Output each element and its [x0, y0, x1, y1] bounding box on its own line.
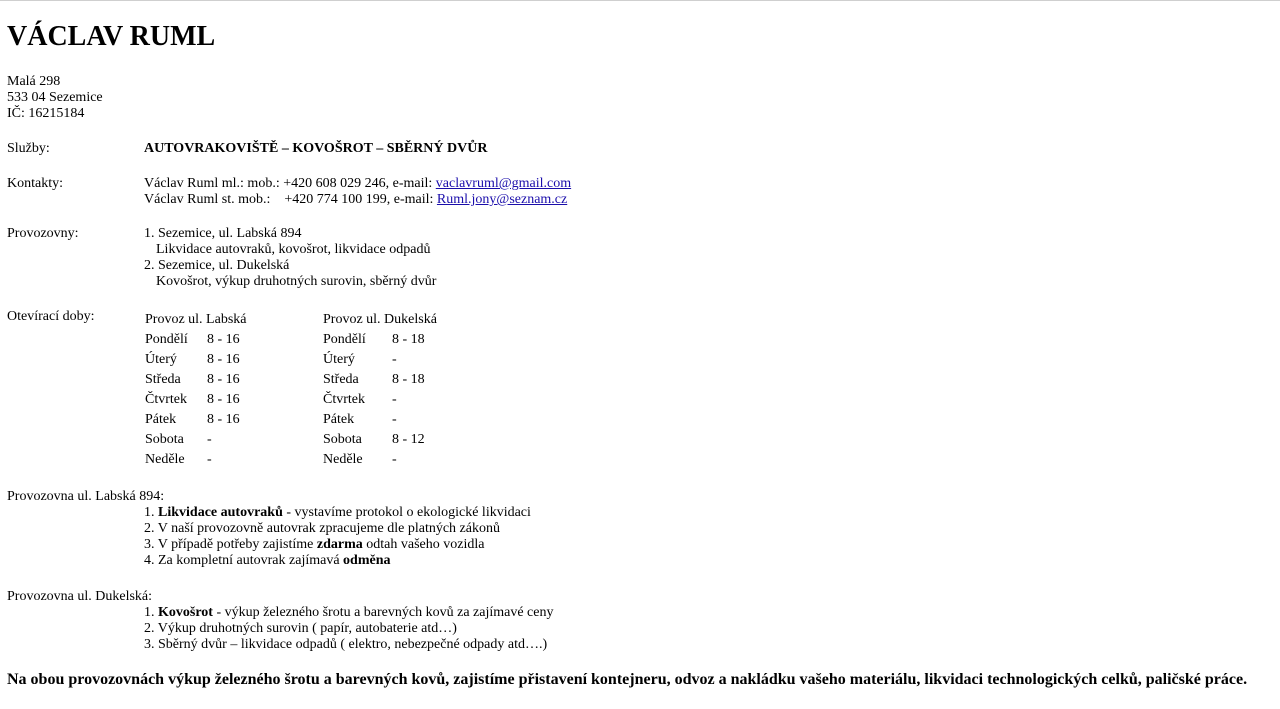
contact-row: [144, 176, 571, 192]
time-cell: -: [207, 432, 212, 447]
table-row: [323, 372, 429, 392]
table-row: [145, 392, 244, 412]
item-text: 2. V naší provozovně autovrak zpracujeme dle platných zákonů: [144, 521, 500, 536]
contacts-block: [144, 176, 571, 208]
premise-desc: Likvidace autovraků, kovošrot, likvidace odpadů: [156, 242, 431, 257]
contacts-label: Kontakty:: [7, 176, 63, 191]
table-row: [323, 412, 429, 432]
hours-dukelska: [323, 312, 437, 472]
time-cell: -: [207, 452, 212, 467]
services-value: AUTOVRAKOVIŠTĚ – KOVOŠROT – SBĚRNÝ DVŮR: [144, 141, 488, 156]
time-cell: 8 - 18: [392, 332, 425, 347]
hours-header: Provoz ul. Labská: [145, 312, 247, 327]
address-street: Malá 298: [7, 74, 61, 89]
address-city: 533 04 Sezemice: [7, 90, 103, 105]
time-cell: 8 - 16: [207, 352, 240, 367]
time-cell: 8 - 16: [207, 372, 240, 387]
time-cell: 8 - 16: [207, 392, 240, 407]
table-row: [145, 412, 244, 432]
hours-labska: [145, 312, 246, 472]
day-cell: Pondělí: [145, 332, 188, 347]
time-cell: -: [392, 412, 397, 427]
list-item: [144, 553, 531, 569]
email-link[interactable]: Ruml.jony@seznam.cz: [436, 192, 568, 207]
item-text: 1.: [144, 505, 158, 520]
day-cell: Čtvrtek: [145, 392, 187, 407]
list-item: [144, 605, 554, 621]
contact-row: [144, 192, 571, 208]
time-cell: -: [392, 452, 397, 467]
hours-table: [323, 332, 429, 472]
day-cell: Sobota: [145, 432, 184, 447]
day-cell: Středa: [145, 372, 181, 387]
time-cell: -: [392, 352, 397, 367]
time-cell: 8 - 18: [392, 372, 425, 387]
day-cell: Sobota: [323, 432, 362, 447]
labska-section-label: Provozovna ul. Labská 894:: [7, 489, 165, 504]
list-item: [144, 637, 554, 653]
day-cell: Pondělí: [323, 332, 366, 347]
table-row: [323, 452, 429, 472]
item-text: 3. V případě potřeby zajistíme: [144, 537, 317, 552]
dukelska-list: [144, 605, 554, 653]
item-emphasis: Kovošrot: [158, 605, 213, 620]
time-cell: 8 - 16: [207, 332, 240, 347]
table-row: [323, 432, 429, 452]
day-cell: Neděle: [145, 452, 185, 467]
time-cell: 8 - 12: [392, 432, 425, 447]
page-title: VÁCLAV RUML: [7, 21, 216, 52]
list-item: [144, 537, 531, 553]
company-id: IČ: 16215184: [7, 106, 85, 121]
contact-text: Václav Ruml ml.: mob.: +420 608 029 246, e-mail:: [144, 176, 436, 191]
table-row: [323, 352, 429, 372]
item-emphasis: zdarma: [316, 537, 363, 552]
table-row: [145, 372, 244, 392]
item-emphasis: odměna: [343, 553, 391, 568]
hours-header: Provoz ul. Dukelská: [323, 312, 437, 327]
hours-table: [145, 332, 244, 472]
item-text: - výkup železného šrotu a barevných kovů za zajímavé ceny: [212, 605, 554, 620]
list-item: [144, 621, 554, 637]
day-cell: Pátek: [323, 412, 355, 427]
time-cell: -: [392, 392, 397, 407]
table-row: [145, 332, 244, 352]
premises-list: [144, 226, 436, 290]
item-text: 3. Sběrný dvůr – likvidace odpadů ( elektro, nebezpečné odpady atd….): [144, 637, 548, 652]
item-text: odtah vašeho vozidla: [362, 537, 485, 552]
day-cell: Středa: [323, 372, 359, 387]
labska-list: [144, 505, 531, 569]
day-cell: Neděle: [323, 452, 363, 467]
time-cell: 8 - 16: [207, 412, 240, 427]
premise-title: 2. Sezemice, ul. Dukelská: [144, 258, 290, 273]
item-text: - vystavíme protokol o ekologické likvidaci: [282, 505, 531, 520]
item-text: 2. Výkup druhotných surovin ( papír, autobaterie atd…): [144, 621, 457, 636]
services-label: Služby:: [7, 141, 50, 156]
list-item: [144, 521, 531, 537]
email-link[interactable]: vaclavruml@gmail.com: [435, 176, 572, 191]
premises-label: Provozovny:: [7, 226, 79, 241]
opening-label: Otevírací doby:: [7, 309, 95, 324]
table-row: [145, 432, 244, 452]
day-cell: Pátek: [145, 412, 177, 427]
item-text: 4. Za kompletní autovrak zajímavá: [144, 553, 344, 568]
table-row: [323, 332, 429, 352]
day-cell: Čtvrtek: [323, 392, 365, 407]
address-block: [7, 74, 103, 122]
dukelska-section-label: Provozovna ul. Dukelská:: [7, 589, 153, 604]
premise-desc: Kovošrot, výkup druhotných surovin, sběrný dvůr: [156, 274, 437, 289]
table-row: [323, 392, 429, 412]
table-row: [145, 352, 244, 372]
item-text: 1.: [144, 605, 158, 620]
list-item: [144, 505, 531, 521]
day-cell: Úterý: [145, 352, 177, 367]
item-emphasis: Likvidace autovraků: [158, 505, 283, 520]
premise-title: 1. Sezemice, ul. Labská 894: [144, 226, 302, 241]
contact-text: Václav Ruml st. mob.: +420 774 100 199, e-mail:: [144, 192, 437, 207]
table-row: [145, 452, 244, 472]
footer-statement: Na obou provozovnách výkup železného šrotu a barevných kovů, zajistíme přistavení kontejneru, odvoz a nakládku vašeho materiálu, likvidaci technologických celků, paličské práce.: [7, 671, 1248, 688]
day-cell: Úterý: [323, 352, 355, 367]
